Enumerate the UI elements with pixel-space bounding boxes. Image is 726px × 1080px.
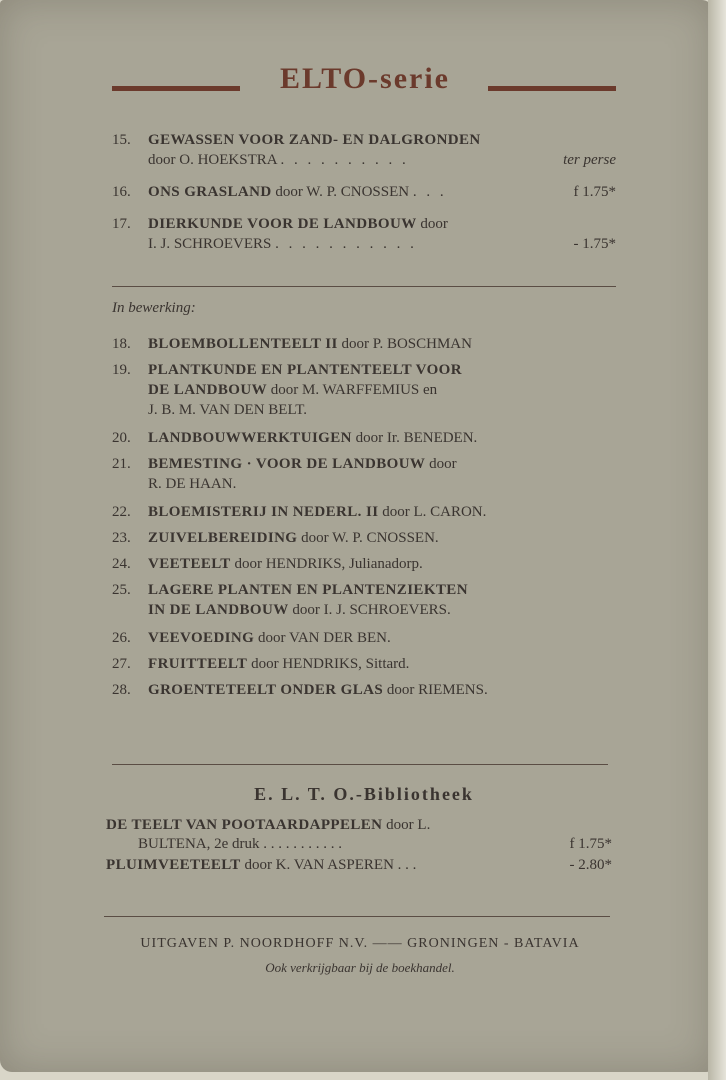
list-item — [106, 816, 612, 854]
item-author: door K. VAN ASPEREN — [244, 857, 394, 873]
page-edge — [708, 0, 726, 1080]
section-divider — [112, 286, 616, 287]
leader-dots: . . . . . . . . . . . — [263, 836, 343, 852]
item-title: GROENTETEELT ONDER GLAS — [148, 682, 384, 698]
item-title: VEETEELT — [148, 556, 231, 572]
item-title: LANDBOUWWERKTUIGEN — [148, 430, 352, 446]
item-title: ONS GRASLAND — [148, 184, 272, 200]
item-author: door I. J. SCHROEVERS. — [292, 602, 451, 618]
list-item — [112, 360, 616, 420]
list-item — [112, 680, 616, 700]
item-number: 18. — [112, 336, 131, 352]
item-title: BEMESTING · VOOR DE LANDBOUW — [148, 456, 426, 472]
list-item — [112, 528, 616, 548]
leader-dots: . . . . . . . . . . . — [275, 236, 417, 252]
item-author: door W. P. CNOSSEN. — [301, 530, 439, 546]
item-number: 28. — [112, 682, 131, 698]
item-number: 23. — [112, 530, 131, 546]
item-author: door O. HOEKSTRA — [148, 152, 277, 168]
list-item — [112, 654, 616, 674]
item-title-cont: IN DE LANDBOUW — [148, 602, 289, 618]
leader-dots: . . . — [397, 857, 417, 873]
publisher-line: UITGAVEN P. NOORDHOFF N.V. —— GRONINGEN - BATAVIA — [140, 936, 580, 951]
item-title: BLOEMISTERIJ IN NEDERL. II — [148, 504, 379, 520]
series-title: ELTO-serie — [279, 62, 450, 95]
item-author: door — [429, 456, 457, 472]
list-item — [112, 334, 616, 354]
item-title: VEEVOEDING — [148, 630, 255, 646]
item-author: door — [420, 216, 448, 232]
published-list — [112, 130, 616, 254]
item-price: - 2.80* — [569, 857, 612, 873]
item-title: PLUIMVEETEELT — [106, 857, 241, 873]
item-price: - 1.75* — [570, 234, 617, 254]
list-item — [112, 580, 616, 620]
item-number: 19. — [112, 362, 131, 378]
list-item — [112, 554, 616, 574]
item-author-name: R. DE HAAN. — [148, 476, 237, 492]
item-author: door VAN DER BEN. — [257, 630, 391, 646]
in-progress-label: In bewerking: — [112, 300, 196, 316]
library-title: E. L. T. O.-Bibliotheek — [254, 784, 474, 804]
list-item — [112, 214, 616, 254]
item-author: door M. WARFFEMIUS en — [270, 382, 438, 398]
item-author: door HENDRIKS, Sittard. — [251, 656, 410, 672]
item-author: door L. CARON. — [382, 504, 487, 520]
item-author-name: I. J. SCHROEVERS — [148, 236, 272, 252]
item-author: door RIEMENS. — [386, 682, 488, 698]
header-rule-right — [488, 86, 616, 91]
item-number: 16. — [112, 184, 131, 200]
availability-note: Ook verkrijgbaar bij de boekhandel. — [265, 960, 455, 975]
leader-dots: . . . . . . . . . . — [280, 152, 409, 168]
list-item — [112, 428, 616, 448]
item-title: DIERKUNDE VOOR DE LANDBOUW — [148, 216, 417, 232]
list-item — [112, 130, 616, 170]
item-author: door Ir. BENEDEN. — [355, 430, 478, 446]
item-title: FRUITTEELT — [148, 656, 248, 672]
in-progress-list — [112, 334, 616, 700]
list-item — [112, 454, 616, 494]
list-item — [112, 182, 616, 202]
item-number: 26. — [112, 630, 131, 646]
item-title: PLANTKUNDE EN PLANTENTEELT VOOR — [148, 362, 462, 378]
item-number: 27. — [112, 656, 131, 672]
section-divider — [112, 764, 608, 765]
item-author-name: BULTENA, 2e druk — [138, 836, 260, 852]
item-price: f 1.75* — [569, 836, 612, 852]
series-header — [112, 58, 616, 102]
item-title: BLOEMBOLLENTEELT II — [148, 336, 338, 352]
item-price: f 1.75* — [570, 182, 617, 202]
item-number: 20. — [112, 430, 131, 446]
item-author-cont: J. B. M. VAN DEN BELT. — [148, 402, 308, 418]
leader-dots: . . . — [412, 184, 447, 200]
item-title: LAGERE PLANTEN EN PLANTENZIEKTEN — [148, 582, 468, 598]
list-item — [106, 856, 612, 875]
item-number: 17. — [112, 216, 131, 232]
item-number: 22. — [112, 504, 131, 520]
item-number: 25. — [112, 582, 131, 598]
item-price: ter perse — [559, 150, 616, 170]
item-number: 21. — [112, 456, 131, 472]
item-number: 15. — [112, 132, 131, 148]
item-title-cont: DE LANDBOUW — [148, 382, 267, 398]
section-divider — [104, 916, 610, 917]
list-item — [112, 628, 616, 648]
item-title: ZUIVELBEREIDING — [148, 530, 298, 546]
header-rule-left — [112, 86, 240, 91]
item-author: door L. — [386, 817, 431, 833]
item-author: door HENDRIKS, Julianadorp. — [234, 556, 423, 572]
item-title: DE TEELT VAN POOTAARDAPPELEN — [106, 817, 383, 833]
item-title: GEWASSEN VOOR ZAND- EN DALGRONDEN — [148, 132, 481, 148]
item-author: door P. BOSCHMAN — [341, 336, 472, 352]
item-author: door W. P. CNOSSEN — [275, 184, 410, 200]
list-item — [112, 502, 616, 522]
library-list — [106, 816, 612, 875]
item-number: 24. — [112, 556, 131, 572]
